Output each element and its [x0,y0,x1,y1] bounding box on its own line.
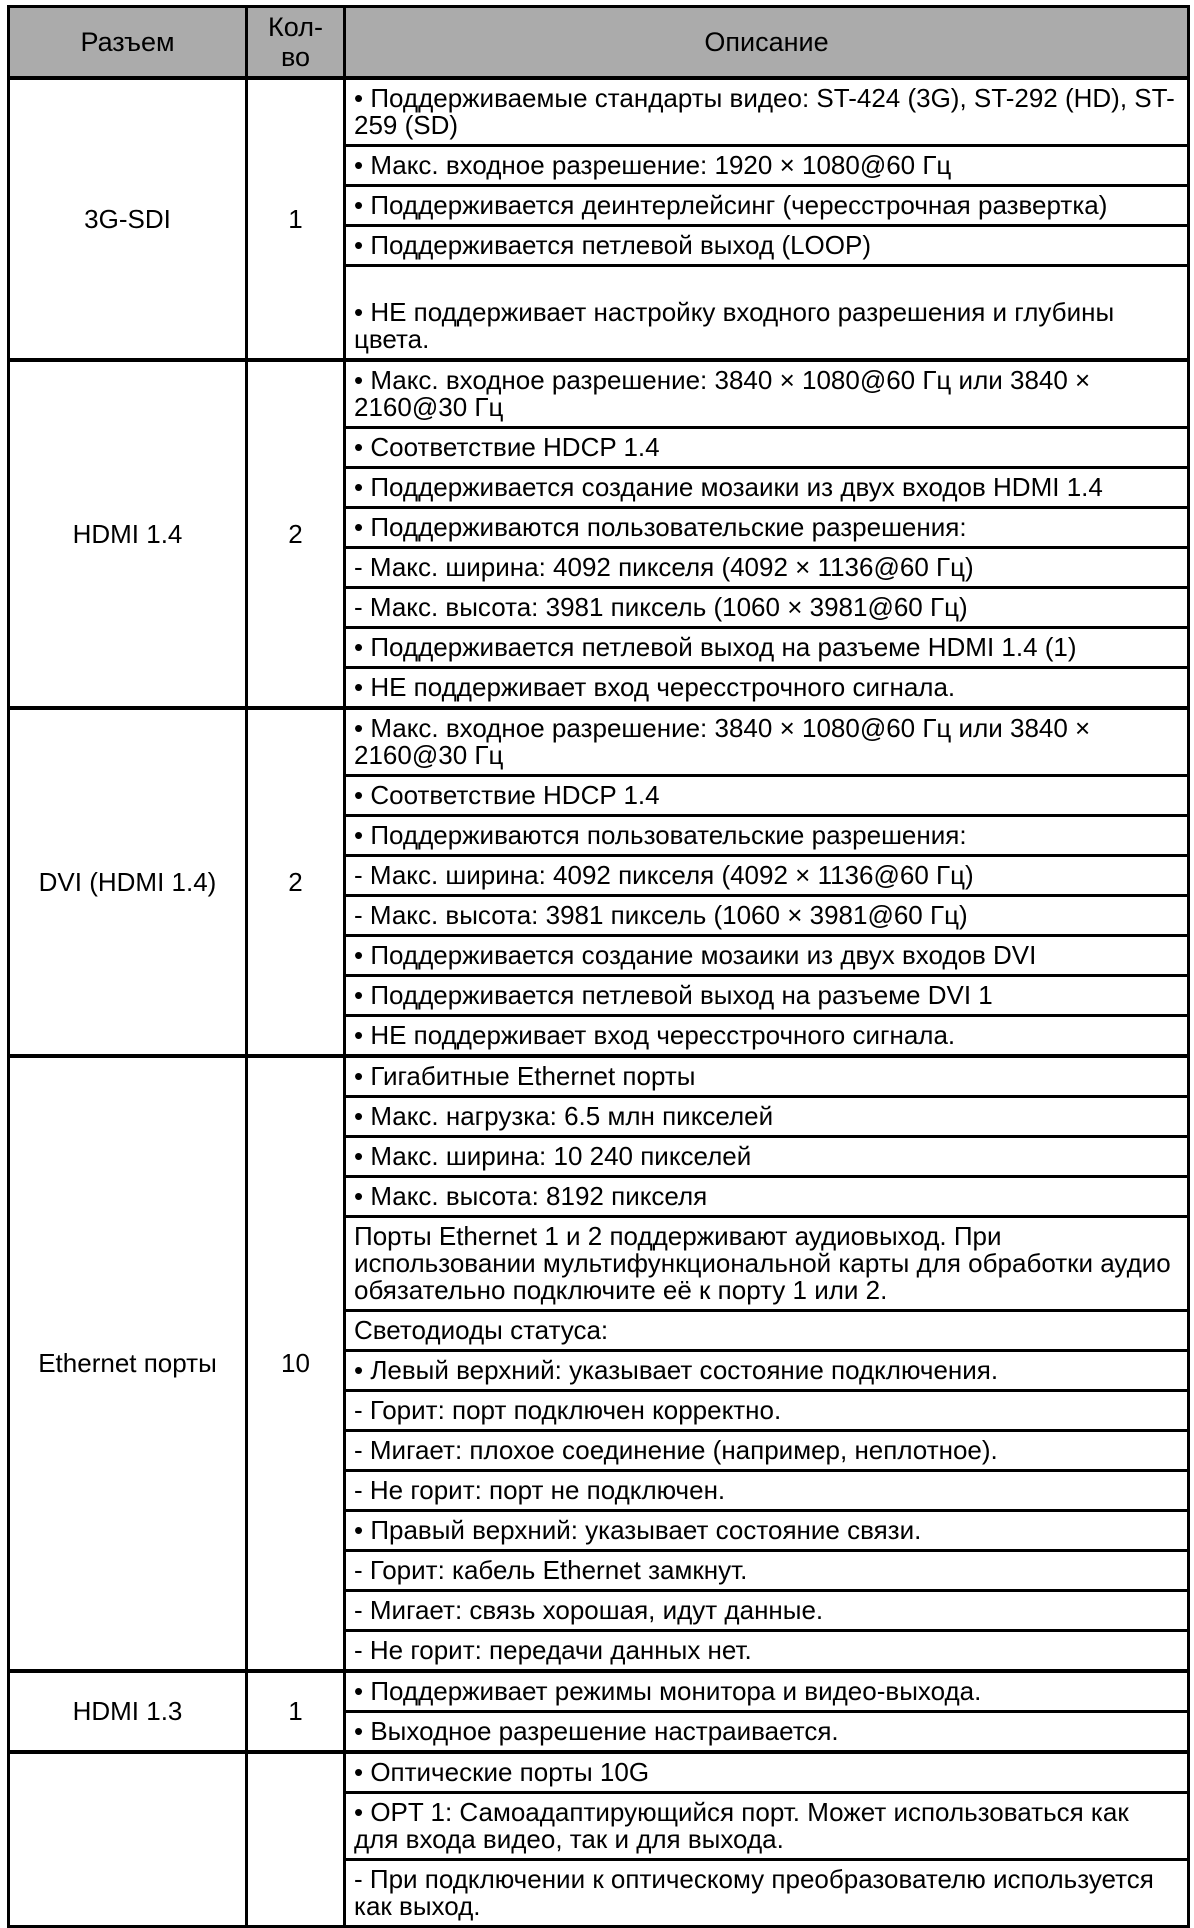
description-cell: - Не горит: передачи данных нет. [345,1631,1189,1672]
quantity-cell [247,1752,345,1927]
quantity-cell: 1 [247,78,345,360]
description-cell: - Не горит: порт не подключен. [345,1471,1189,1511]
table-row [9,708,1189,776]
spec-group-hdmi-1-3 [9,1671,1189,1752]
description-cell: • Выходное разрешение настраивается. [345,1712,1189,1753]
description-cell: • Поддерживается петлевой выход (LOOP) [345,226,1189,266]
table-row [9,1752,1189,1793]
description-cell: • Поддерживается петлевой выход на разъеме DVI 1 [345,976,1189,1016]
description-cell: • Гигабитные Ethernet порты [345,1056,1189,1097]
description-cell: • Поддерживается петлевой выход на разъеме HDMI 1.4 (1) [345,628,1189,668]
description-cell: - Макс. ширина: 4092 пикселя (4092 × 1136@60 Гц) [345,856,1189,896]
description-cell: • Соответствие HDCP 1.4 [345,776,1189,816]
quantity-cell: 10 [247,1056,345,1671]
table-row [9,1671,1189,1712]
description-cell: • НЕ поддерживает настройку входного разрешения и глубины цвета. [345,266,1189,361]
description-cell: • Поддерживает режимы монитора и видео-выхода. [345,1671,1189,1712]
quantity-cell: 2 [247,360,345,708]
connector-cell: Ethernet порты [9,1056,247,1671]
spec-group-ethernet [9,1056,1189,1671]
table-row [9,1056,1189,1097]
description-cell: • Поддерживаемые стандарты видео: ST-424 (3G), ST-292 (HD), ST-259 (SD) [345,78,1189,146]
description-cell: • Поддерживается создание мозаики из двух входов HDMI 1.4 [345,468,1189,508]
description-cell: • Макс. нагрузка: 6.5 млн пикселей [345,1097,1189,1137]
description-cell: - Макс. высота: 3981 пиксель (1060 × 3981@60 Гц) [345,896,1189,936]
description-cell: • OPT 1: Самоадаптирующийся порт. Может использоваться как для входа видео, так и для выхода. [345,1793,1189,1860]
description-cell: • Оптические порты 10G [345,1752,1189,1793]
description-cell: • Соответствие HDCP 1.4 [345,428,1189,468]
table-row [9,78,1189,146]
description-cell: - Макс. высота: 3981 пиксель (1060 × 3981@60 Гц) [345,588,1189,628]
connector-cell: DVI (HDMI 1.4) [9,708,247,1056]
description-cell: • Макс. входное разрешение: 3840 × 1080@60 Гц или 3840 × 2160@30 Гц [345,360,1189,428]
connector-cell: HDMI 1.3 [9,1671,247,1752]
description-cell: - Горит: порт подключен корректно. [345,1391,1189,1431]
table-header-row [9,7,1189,79]
description-cell: - При подключении к оптическому преобразователю используется как выход. [345,1860,1189,1927]
description-cell: - Горит: кабель Ethernet замкнут. [345,1551,1189,1591]
description-cell: • Поддерживаются пользовательские разрешения: [345,816,1189,856]
column-header-description: Описание [345,7,1189,79]
column-header-connector: Разъем [9,7,247,79]
connector-cell: 3G-SDI [9,78,247,360]
description-cell: • Макс. ширина: 10 240 пикселей [345,1137,1189,1177]
description-cell: • НЕ поддерживает вход чересстрочного сигнала. [345,1016,1189,1057]
column-header-quantity: Кол-во [247,7,345,79]
description-cell: Порты Ethernet 1 и 2 поддерживают аудиовыход. При использовании мультифункциональной карты для обработки аудио обязательно подключите её к порту 1 или 2. [345,1217,1189,1311]
description-cell: - Мигает: связь хорошая, идут данные. [345,1591,1189,1631]
description-cell: • Макс. высота: 8192 пикселя [345,1177,1189,1217]
description-cell: - Макс. ширина: 4092 пикселя (4092 × 1136@60 Гц) [345,548,1189,588]
connector-cell [9,1752,247,1927]
quantity-cell: 2 [247,708,345,1056]
spec-group-dvi [9,708,1189,1056]
description-cell: • Левый верхний: указывает состояние подключения. [345,1351,1189,1391]
spec-group-optical [9,1752,1189,1927]
description-cell: • Макс. входное разрешение: 1920 × 1080@60 Гц [345,146,1189,186]
table-row [9,360,1189,428]
description-cell: • Правый верхний: указывает состояние связи. [345,1511,1189,1551]
description-cell: Светодиоды статуса: [345,1311,1189,1351]
description-cell: • Макс. входное разрешение: 3840 × 1080@60 Гц или 3840 × 2160@30 Гц [345,708,1189,776]
spec-group-hdmi-1-4 [9,360,1189,708]
description-cell: - Мигает: плохое соединение (например, неплотное). [345,1431,1189,1471]
spec-group-3g-sdi [9,78,1189,360]
description-cell: • Поддерживается создание мозаики из двух входов DVI [345,936,1189,976]
description-cell: • НЕ поддерживает вход чересстрочного сигнала. [345,668,1189,709]
connector-spec-table [7,5,1190,1928]
quantity-cell: 1 [247,1671,345,1752]
description-cell: • Поддерживаются пользовательские разрешения: [345,508,1189,548]
description-cell: • Поддерживается деинтерлейсинг (чересстрочная развертка) [345,186,1189,226]
connector-cell: HDMI 1.4 [9,360,247,708]
